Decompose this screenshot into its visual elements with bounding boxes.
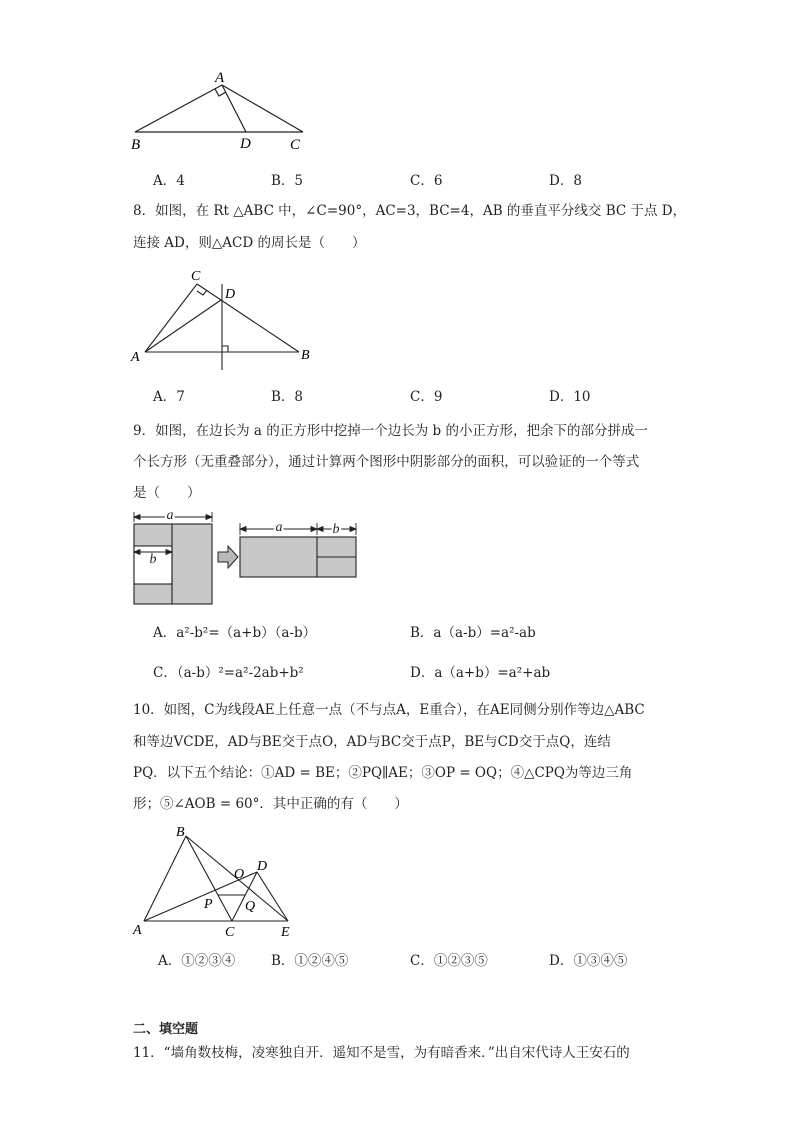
q9-stem-line3: 是（ ） (133, 485, 201, 501)
q11-stem-line1: 11．“墙角数枝梅，凌寒独自开．遥知不是雪，为有暗香来．”出自宋代诗人王安石的 (133, 1045, 630, 1061)
q10-option-c: C．①②③⑤ (410, 953, 488, 969)
q10-stem-line4: 形；⑤∠AOB = 60°．其中正确的有（ ） (133, 796, 408, 812)
q8-option-b: B．8 (271, 389, 304, 405)
q8-option-d: D．10 (549, 389, 591, 405)
q10-label-p: P (204, 897, 213, 912)
q9-stem-line1: 9．如图，在边长为 a 的正方形中挖掉一个边长为 b 的小正方形，把余下的部分拼成一 (133, 423, 648, 439)
q9-option-b: B．a（a-b）=a²-ab (410, 625, 536, 641)
q8-label-d: D (225, 287, 236, 302)
q10-stem-line1: 10．如图，C为线段AE上任意一点（不与点A，E重合），在AE同侧分别作等边△ABC (133, 702, 645, 718)
q10-label-d: D (257, 859, 268, 874)
q9-option-c: C．（a-b）²=a²-2ab+b² (153, 665, 304, 681)
q10-label-o: O (234, 867, 245, 882)
q8-segment-ad (145, 300, 221, 352)
q7-label-d: D (240, 136, 251, 152)
q9-label-a-left: a (166, 508, 174, 523)
q8-right-angle-mark-c (197, 290, 207, 295)
q7-label-a: A (215, 70, 225, 86)
q8-label-a: A (131, 350, 140, 365)
q7-label-b: B (131, 137, 141, 153)
q9-right-rectangle (240, 537, 356, 577)
q10-stem-line3: PQ．以下五个结论：①AD = BE；②PQ∥AE；③OP = OQ；④△CPQ为等边三角 (133, 765, 633, 781)
q10-option-d: D．①③④⑤ (549, 953, 628, 969)
q9-label-b-left: b (149, 552, 157, 567)
q7-option-b: B．5 (271, 173, 304, 189)
q8-option-a: A．7 (153, 389, 185, 405)
q8-stem-line2: 连接 AD，则△ACD 的周长是（ ） (133, 235, 366, 251)
q8-segment-cb (197, 284, 299, 352)
q9-left-square (134, 524, 212, 604)
q7-option-a: A．4 (153, 173, 185, 189)
q8-segment-ac (145, 284, 197, 352)
q8-option-c: C．9 (410, 389, 443, 405)
q8-figure (125, 264, 325, 374)
q9-label-b-right: b (332, 522, 340, 537)
q10-label-e: E (281, 925, 290, 940)
q7-segment-ab (135, 85, 222, 132)
q10-label-c: C (225, 925, 235, 940)
q8-label-b: B (301, 348, 310, 363)
q10-label-a: A (133, 923, 142, 938)
q9-option-d: D．a（a+b）=a²+ab (410, 665, 551, 681)
q7-figure (125, 66, 315, 156)
q8-right-angle-mark-bisector (222, 346, 228, 352)
q10-label-b: B (176, 825, 185, 840)
q10-segment-ab (144, 836, 186, 921)
q9-stem-line2: 个长方形（无重叠部分），通过计算两个图形中阴影部分的面积，可以验证的一个等式 (133, 454, 640, 470)
q8-label-c: C (191, 269, 201, 284)
q8-stem-line1: 8．如图，在 Rt △ABC 中，∠C=90°，AC=3，BC=4，AB 的垂直平分线交 BC 于点 D， (133, 203, 687, 219)
q10-label-q: Q (245, 899, 256, 914)
q9-transform-arrow (218, 546, 238, 568)
section-title-fill-in: 二、填空题 (133, 1022, 199, 1037)
q7-option-d: D．8 (549, 173, 582, 189)
q9-label-a-right: a (275, 520, 283, 535)
q7-option-c: C．6 (410, 173, 443, 189)
q7-label-c: C (290, 137, 301, 153)
q9-figure (128, 506, 368, 608)
q10-figure (128, 822, 308, 940)
q10-option-b: B．①②④⑤ (271, 953, 349, 969)
q9-option-a: A．a²-b²=（a+b）（a-b） (153, 625, 317, 641)
q10-stem-line2: 和等边VCDE，AD与BE交于点O，AD与BC交于点P，BE与CD交于点Q，连结 (133, 734, 611, 750)
q10-option-a: A．①②③④ (158, 953, 236, 969)
q10-segment-de (257, 872, 288, 921)
